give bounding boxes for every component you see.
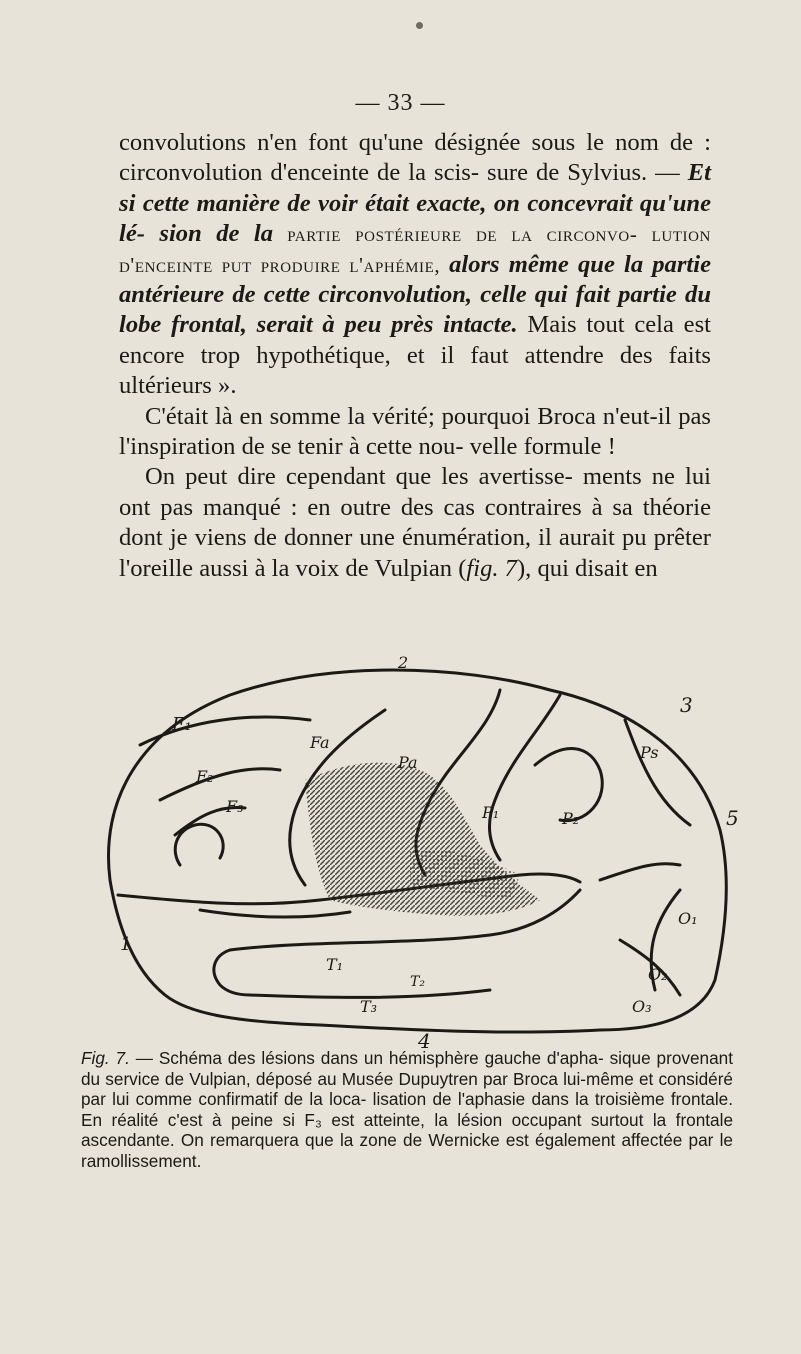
text-run: convolutions n'en font qu'une désignée sous le nom de : circonvolution d'enceinte de la scis- sure de Sylvius. — [119, 129, 711, 187]
parietal-sulcus [600, 864, 680, 880]
label-1: 1 [120, 934, 132, 955]
page-number: — 33 — [355, 90, 446, 116]
frontal-sulcus-inferior [160, 769, 280, 800]
small-caps-run: partie postérieure de la circonvo- lution d'enceinte put produire l'aphémie, [119, 222, 711, 277]
caption-figure-label: Fig. 7. [81, 1048, 130, 1068]
label-3: 3 [680, 693, 693, 717]
sylvian-fissure-upper [200, 910, 350, 917]
label-P1: P₁ [482, 803, 500, 822]
label-T1: T₁ [326, 955, 344, 974]
frontal-curl [175, 824, 223, 865]
paragraph-3 [119, 462, 711, 584]
paragraph-2 [119, 402, 711, 463]
brain-diagram [80, 650, 740, 1050]
label-T2: T₂ [410, 974, 425, 990]
italic-run: alors même que la partie antérieure de cette circonvolution, celle qui fait partie du lobe frontal, serait à peu près intacte. [119, 250, 711, 339]
label-O3: O₃ [632, 997, 652, 1016]
label-4: 4 [418, 1029, 431, 1050]
label-T3: T₃ [360, 997, 378, 1016]
label-2: 2 [398, 653, 409, 672]
label-F2: F₂ [196, 767, 214, 786]
label-5: 5 [726, 806, 739, 830]
label-Pa: Pa [398, 753, 418, 772]
text-run: On peut dire cependant que les avertisse- ments ne lui ont pas manqué : en outre des cas contraires à sa théorie dont je viens de donner une énumération, il aurait pu prêter l'oreille aussi à la voix de Vulpian ( [119, 463, 711, 582]
label-O1: O₁ [678, 909, 698, 928]
figure-7 [80, 650, 740, 1050]
label-O2: O₂ [648, 965, 668, 984]
body-text [119, 128, 711, 584]
temporal-pole-curl [214, 950, 250, 995]
label-Fa: Fa [310, 733, 330, 752]
text-run: Mais tout cela est encore trop hypothétique, et il faut attendre des faits ultérieurs ». [119, 311, 711, 400]
figure-reference: fig. 7 [466, 554, 517, 582]
text-run: C'était là en somme la vérité; pourquoi Broca n'eut-il pas l'inspiration de se tenir à cette nou- velle formule ! [119, 402, 711, 461]
figure-caption [81, 1048, 733, 1171]
print-speck [416, 22, 423, 29]
label-F1: F₁ [172, 714, 192, 735]
text-run: ), qui disait en [516, 554, 658, 582]
label-F3: F₃ [226, 797, 244, 816]
italic-run: Et si cette manière de voir était exacte, on concevrait qu'une lé- sion de la [119, 159, 711, 248]
intraparietal-sulcus [625, 720, 690, 825]
postcentral-sulcus [490, 695, 560, 860]
label-P2: P₂ [562, 809, 580, 828]
label-Ps: Ps [640, 743, 659, 762]
caption-text: — Schéma des lésions dans un hémisphère gauche d'apha- sique provenant du service de Vulpian, déposé au Musée Dupuytren par Broca lui-même et considéré par lui comme confirmatif de la loca- lisation de l'aphasie dans la troisième frontale. En réalité c'est à peine si F₃ est atteinte, la lésion occupant surtout la frontale ascendante. On remarquera que la zone de Wernicke est également affectée par le ramollissement. [81, 1048, 733, 1171]
paragraph-1 [119, 128, 711, 402]
